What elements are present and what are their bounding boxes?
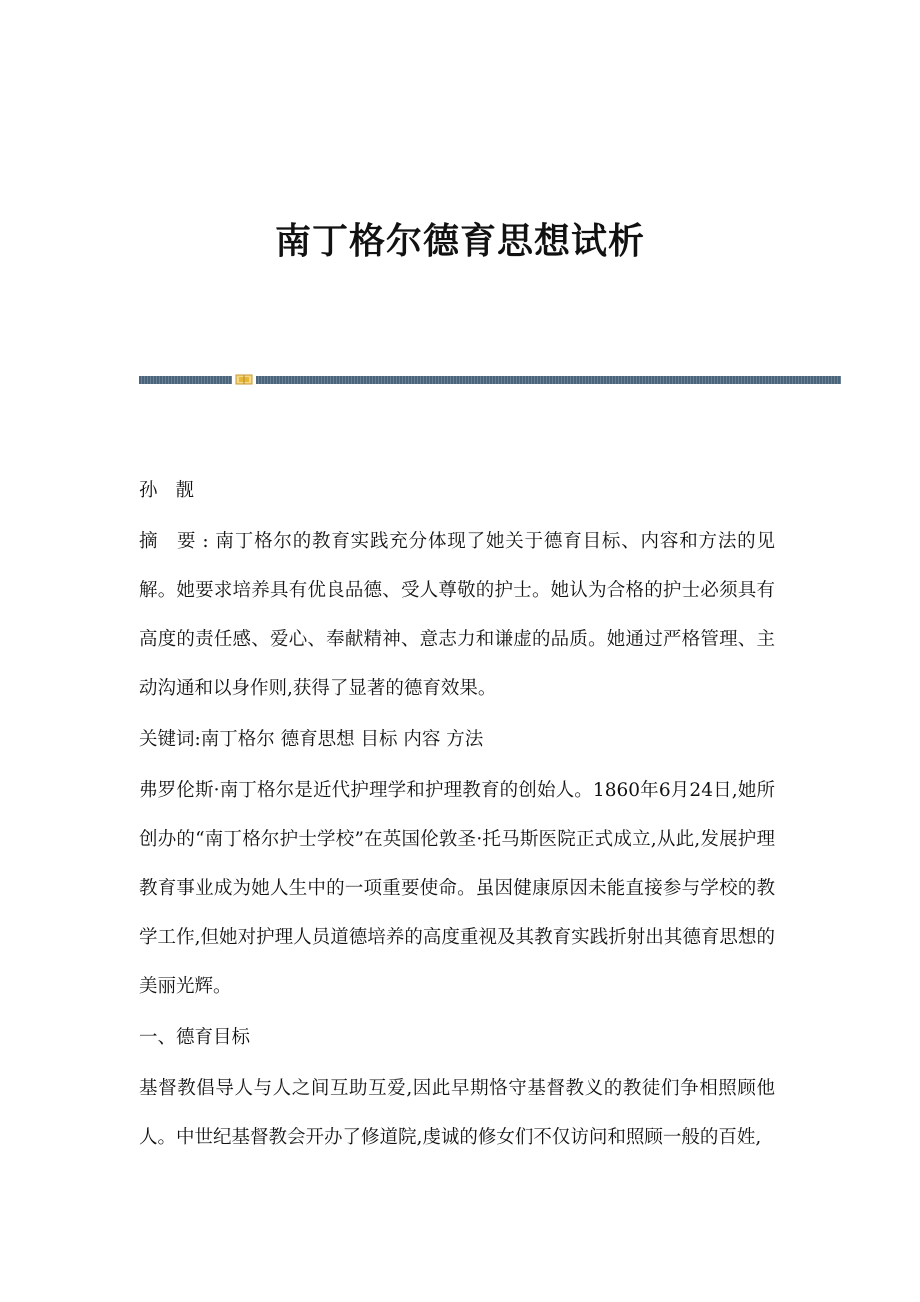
document-body <box>139 466 775 1164</box>
keywords-text: 南丁格尔 德育思想 目标 内容 方法 <box>200 729 484 750</box>
document-title: 南丁格尔德育思想试析 <box>274 220 645 262</box>
divider-bar-left <box>139 376 232 384</box>
section-paragraph: 基督教倡导人与人之间互助互爱,因此早期恪守基督教义的教徒们争相照顾他人。中世纪基督教会开办了修道院,虔诚的修女们不仅访问和照顾一般的百姓, <box>139 1078 775 1148</box>
divider-bar-right <box>256 376 841 384</box>
keywords-label: 关键词: <box>139 729 201 750</box>
abstract-paragraph <box>139 517 775 713</box>
divider-ornament-icon <box>235 373 253 386</box>
keywords-paragraph <box>139 715 775 764</box>
abstract-text: 南丁格尔的教育实践充分体现了她关于德育目标、内容和方法的见解。她要求培养具有优良品德、受人尊敬的护士。她认为合格的护士必须具有高度的责任感、爱心、奉献精神、意志力和谦虚的品质。她通过严格管理、主动沟通和以身作则,获得了显著的德育效果。 <box>139 531 775 699</box>
abstract-label: 摘 要: <box>139 531 215 552</box>
author-name: 孙 靓 <box>139 480 200 501</box>
section-heading: 一、德育目标 <box>139 1027 251 1048</box>
title-divider <box>139 373 841 386</box>
intro-paragraph: 弗罗伦斯·南丁格尔是近代护理学和护理教育的创始人。1860年6月24日,她所创办的“南丁格尔护士学校”在英国伦敦圣·托马斯医院正式成立,从此,发展护理教育事业成为她人生中的一项重要使命。虽因健康原因未能直接参与学校的教学工作,但她对护理人员道德培养的高度重视及其教育实践折射出其德育思想的美丽光辉。 <box>139 780 775 997</box>
